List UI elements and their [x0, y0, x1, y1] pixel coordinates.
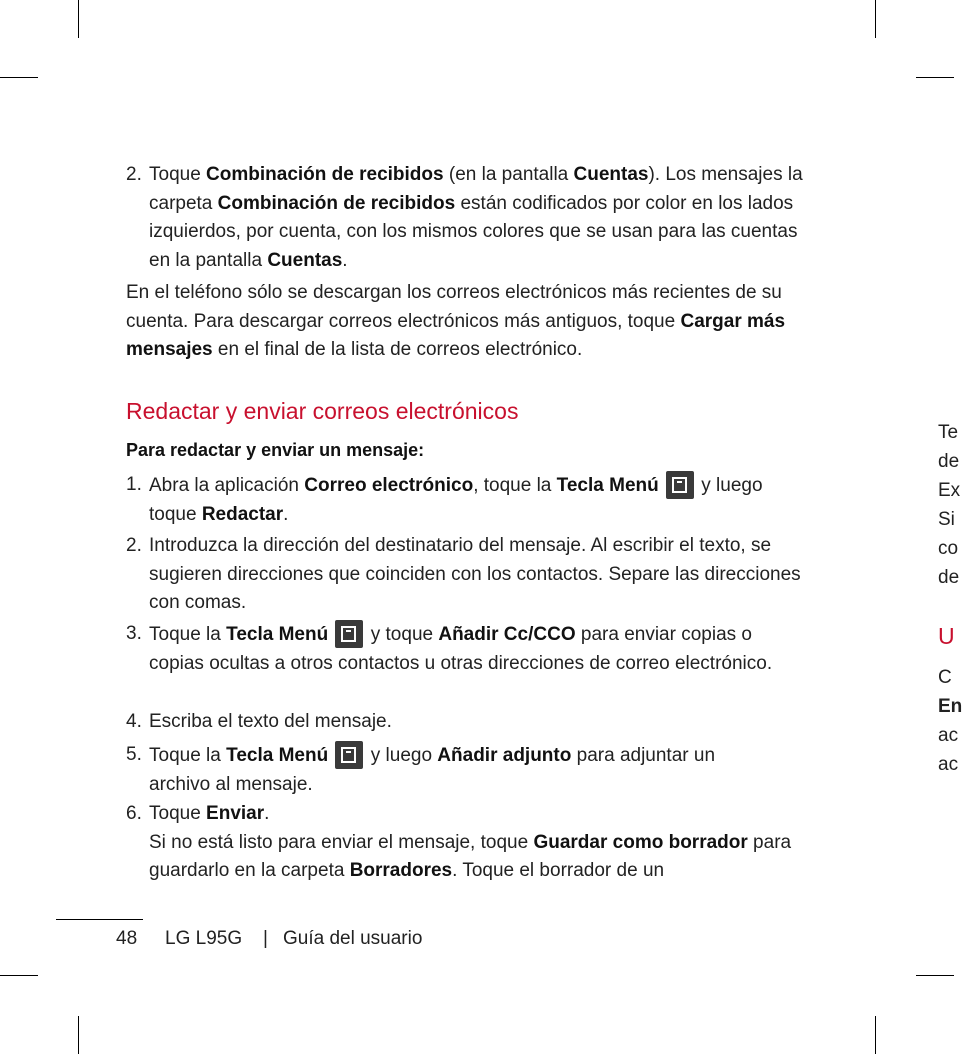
step-number: 2.: [126, 535, 142, 556]
edge-fragment: co: [938, 538, 959, 559]
step-number: 6.: [126, 803, 142, 824]
step-6-text: Toque Enviar. Si no está listo para enviar el mensaje, toque Guardar como borrador para guardarlo en la carpeta Borradores. Toque el borrador de un: [149, 803, 792, 881]
crop-mark: [875, 0, 876, 38]
step-5-text: Toque la Tecla Menú y luego Añadir adjunto para adjuntar un archivo al mensaje.: [149, 741, 769, 799]
step-3-text: Toque la Tecla Menú y toque Añadir Cc/CCO para enviar copias o copias ocultas a otros contactos u otras direcciones de correo electrónico.: [149, 620, 789, 678]
edge-fragment: C: [938, 667, 952, 688]
step-1-text: Abra la aplicación Correo electrónico, toque la Tecla Menú y luego toque Redactar.: [149, 471, 809, 529]
section-heading: Redactar y enviar correos electrónicos: [126, 398, 519, 424]
edge-fragment: Ex: [938, 480, 961, 501]
menu-key-icon: [335, 620, 363, 648]
edge-fragment: Te: [938, 422, 959, 443]
product-name: LG L95G: [165, 928, 243, 949]
step-number: 2.: [126, 164, 142, 185]
step-2-text: Toque Combinación de recibidos (en la pantalla Cuentas). Los mensajes la carpeta Combinación de recibidos están codificados por color en los lados izquierdos, por cuenta, con los mismos colores que se usan para las cuentas en la pantalla Cuentas.: [149, 164, 803, 271]
step-number: 1.: [126, 474, 142, 495]
edge-fragment: de: [938, 567, 960, 588]
crop-mark: [916, 77, 954, 78]
step-2b-text: Introduzca la dirección del destinatario del mensaje. Al escribir el texto, se sugieren direcciones que coinciden con los contactos. Separe las direcciones con comas.: [149, 535, 801, 613]
menu-key-icon: [335, 741, 363, 769]
edge-fragment: U: [938, 623, 955, 649]
edge-fragment: de: [938, 451, 960, 472]
crop-mark: [875, 1016, 876, 1054]
footer-separator: |: [263, 928, 268, 949]
subheading: Para redactar y enviar un mensaje:: [126, 440, 425, 460]
edge-fragment: En: [938, 696, 962, 717]
body-paragraph: En el teléfono sólo se descargan los correos electrónicos más recientes de su cuenta. Para descargar correos electrónicos más antiguos, toque Cargar más mensajes en el final de la lista de correos electrónico.: [126, 282, 786, 360]
crop-mark: [78, 1016, 79, 1054]
step-4-text: Escriba el texto del mensaje.: [149, 711, 392, 732]
step-number: 3.: [126, 623, 142, 644]
crop-mark: [916, 975, 954, 976]
page-number: 48: [116, 928, 138, 949]
edge-fragment: ac: [938, 725, 959, 746]
menu-key-icon: [666, 471, 694, 499]
crop-mark: [0, 975, 38, 976]
crop-mark: [0, 77, 38, 78]
edge-fragment: ac: [938, 754, 959, 775]
edge-fragment: Si: [938, 509, 955, 530]
guide-title: Guía del usuario: [283, 928, 423, 949]
step-number: 4.: [126, 711, 142, 732]
footer-rule: [56, 919, 143, 920]
step-number: 5.: [126, 744, 142, 765]
crop-mark: [78, 0, 79, 38]
